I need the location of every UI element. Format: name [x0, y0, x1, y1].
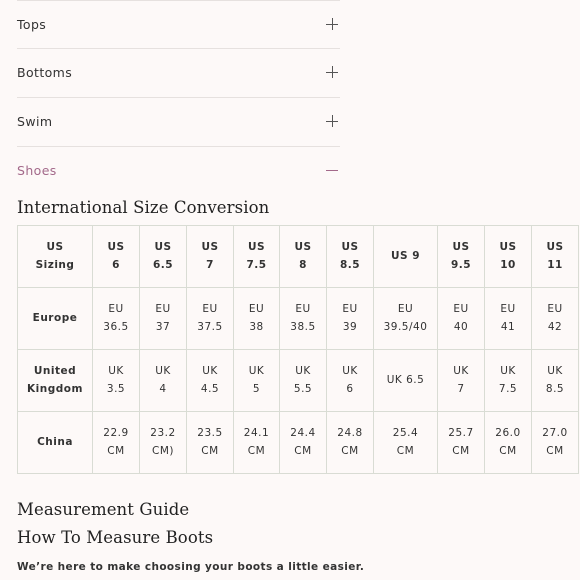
cell-line: 5: [252, 382, 261, 395]
plus-icon[interactable]: [326, 115, 338, 127]
cell-line: CM: [201, 444, 219, 457]
cell-line: CM: [499, 444, 517, 457]
table-cell: [438, 350, 485, 412]
cell-line: 3.5: [106, 382, 126, 395]
cell-line: 23.2: [150, 427, 176, 439]
table-cell: [140, 288, 187, 350]
cell-line: US: [247, 241, 266, 253]
table-cell: [532, 350, 579, 412]
cell-line: 42: [547, 320, 563, 333]
cell-line: 4: [159, 382, 167, 395]
cell-line: UK: [547, 365, 563, 377]
accordion-item-bottoms[interactable]: [17, 49, 340, 98]
cell-line: 38.5: [290, 320, 316, 333]
cell-line: UK 6.5: [386, 373, 425, 386]
cell-line: 24.4: [290, 427, 316, 439]
cell-line: US: [294, 241, 312, 253]
table-cell: [374, 412, 438, 474]
cell-line: CM: [107, 444, 125, 457]
cell-line: EU: [295, 303, 311, 315]
table-header-row: [18, 226, 579, 288]
cell-line: US: [154, 241, 172, 253]
cell-line: EU: [500, 303, 516, 315]
cell-line: UK: [108, 365, 124, 377]
column-header-cell: [327, 226, 374, 288]
cell-line: 7.5: [498, 382, 518, 395]
category-accordion: [17, 0, 340, 196]
table-cell: [438, 412, 485, 474]
column-header-cell: [187, 226, 234, 288]
cell-line: Kingdom: [27, 382, 83, 395]
table-cell: [187, 288, 234, 350]
table-cell: [532, 288, 579, 350]
table-cell: [485, 288, 532, 350]
cell-line: US 9: [390, 249, 421, 262]
cell-line: Europe: [32, 311, 78, 324]
cell-line: CM): [152, 444, 174, 457]
cell-line: US: [201, 241, 219, 253]
cell-line: UK: [500, 365, 516, 377]
cell-line: EU: [108, 303, 124, 315]
table-row: [18, 412, 579, 474]
cell-line: CM: [452, 444, 470, 457]
cell-line: 7: [457, 382, 465, 395]
cell-line: CM: [546, 444, 564, 457]
cell-line: 24.1: [243, 427, 270, 439]
cell-line: 23.5: [197, 427, 223, 439]
table-cell: [485, 350, 532, 412]
cell-line: 39.5/40: [383, 320, 428, 333]
row-header-cell: [18, 412, 93, 474]
row-header-cell: [18, 350, 93, 412]
accordion-item-shoes[interactable]: [17, 147, 340, 196]
cell-line: EU: [155, 303, 171, 315]
cell-line: 37.5: [197, 320, 223, 333]
column-header-cell: [532, 226, 579, 288]
plus-icon[interactable]: [326, 66, 338, 78]
guide-intro-text: We’re here to make choosing your boots a little easier.: [17, 561, 365, 573]
cell-line: 24.8: [337, 427, 363, 439]
measurement-guide-title: Measurement Guide: [17, 500, 190, 519]
row-header-cell: [18, 288, 93, 350]
measure-boots-subtitle: How To Measure Boots: [17, 528, 214, 547]
cell-line: EU: [342, 303, 358, 315]
minus-icon[interactable]: [326, 164, 338, 176]
accordion-label: Bottoms: [17, 65, 73, 80]
cell-line: United: [33, 365, 77, 377]
table-cell: [374, 350, 438, 412]
cell-line: EU: [202, 303, 218, 315]
plus-icon[interactable]: [326, 18, 338, 30]
cell-line: 39: [342, 320, 358, 333]
cell-line: EU: [547, 303, 563, 315]
accordion-item-tops[interactable]: [17, 0, 340, 49]
cell-line: 6.5: [152, 258, 174, 271]
column-header-cell: [374, 226, 438, 288]
table-cell: [280, 288, 327, 350]
cell-line: Sizing: [35, 258, 75, 271]
table-cell: [327, 288, 374, 350]
cell-line: 38: [249, 320, 264, 333]
cell-line: CM: [396, 444, 415, 457]
cell-line: US: [107, 241, 125, 253]
table-cell: [93, 412, 140, 474]
cell-line: EU: [453, 303, 469, 315]
column-header-cell: [234, 226, 280, 288]
cell-line: 40: [453, 320, 469, 333]
cell-line: 37: [155, 320, 171, 333]
cell-line: US: [46, 241, 64, 253]
cell-line: US: [546, 241, 564, 253]
column-header-cell: [280, 226, 327, 288]
table-cell: [234, 350, 280, 412]
cell-line: CM: [341, 444, 359, 457]
cell-line: US: [499, 241, 517, 253]
table-cell: [93, 350, 140, 412]
cell-line: 6: [346, 382, 354, 395]
column-header-cell: [438, 226, 485, 288]
cell-line: 22.9: [103, 427, 129, 439]
table-cell: [187, 350, 234, 412]
size-conversion-title: International Size Conversion: [17, 198, 270, 217]
cell-line: US: [452, 241, 470, 253]
cell-line: CM: [294, 444, 312, 457]
cell-line: UK: [295, 365, 311, 377]
accordion-label: Shoes: [17, 163, 57, 178]
table-cell: [280, 412, 327, 474]
cell-line: 25.7: [448, 427, 474, 439]
cell-line: CM: [247, 444, 266, 457]
table-cell: [485, 412, 532, 474]
table-cell: [374, 288, 438, 350]
cell-line: 11: [547, 258, 563, 271]
table-cell: [438, 288, 485, 350]
cell-line: 10: [500, 258, 516, 271]
table-cell: [93, 288, 140, 350]
cell-line: 25.4: [392, 427, 419, 439]
cell-line: UK: [202, 365, 218, 377]
table-cell: [280, 350, 327, 412]
cell-line: 27.0: [542, 427, 568, 439]
accordion-label: Swim: [17, 114, 53, 129]
size-conversion-table: [17, 225, 579, 474]
cell-line: UK: [342, 365, 358, 377]
accordion-label: Tops: [17, 17, 47, 32]
column-header-cell: [93, 226, 140, 288]
cell-line: 36.5: [103, 320, 129, 333]
column-header-cell: [485, 226, 532, 288]
cell-line: 4.5: [200, 382, 220, 395]
cell-line: 8.5: [339, 258, 361, 271]
accordion-item-swim[interactable]: [17, 98, 340, 147]
table-cell: [187, 412, 234, 474]
cell-line: 7: [206, 258, 214, 271]
cell-line: UK: [155, 365, 171, 377]
cell-line: EU: [248, 303, 265, 315]
cell-line: 8: [299, 258, 307, 271]
column-header-cell: [140, 226, 187, 288]
cell-line: 5.5: [293, 382, 313, 395]
table-row: [18, 350, 579, 412]
table-cell: [234, 288, 280, 350]
cell-line: 41: [500, 320, 516, 333]
cell-line: 8.5: [545, 382, 565, 395]
cell-line: 7.5: [246, 258, 267, 271]
cell-line: EU: [397, 303, 414, 315]
table-cell: [327, 350, 374, 412]
table-cell: [327, 412, 374, 474]
row-header-cell: [18, 226, 93, 288]
cell-line: US: [341, 241, 359, 253]
cell-line: 26.0: [495, 427, 521, 439]
cell-line: UK: [248, 365, 265, 377]
table-cell: [234, 412, 280, 474]
cell-line: 6: [112, 258, 120, 271]
table-cell: [532, 412, 579, 474]
cell-line: China: [37, 435, 73, 448]
table-cell: [140, 412, 187, 474]
table-row: [18, 288, 579, 350]
cell-line: UK: [453, 365, 469, 377]
table-cell: [140, 350, 187, 412]
cell-line: 9.5: [450, 258, 472, 271]
